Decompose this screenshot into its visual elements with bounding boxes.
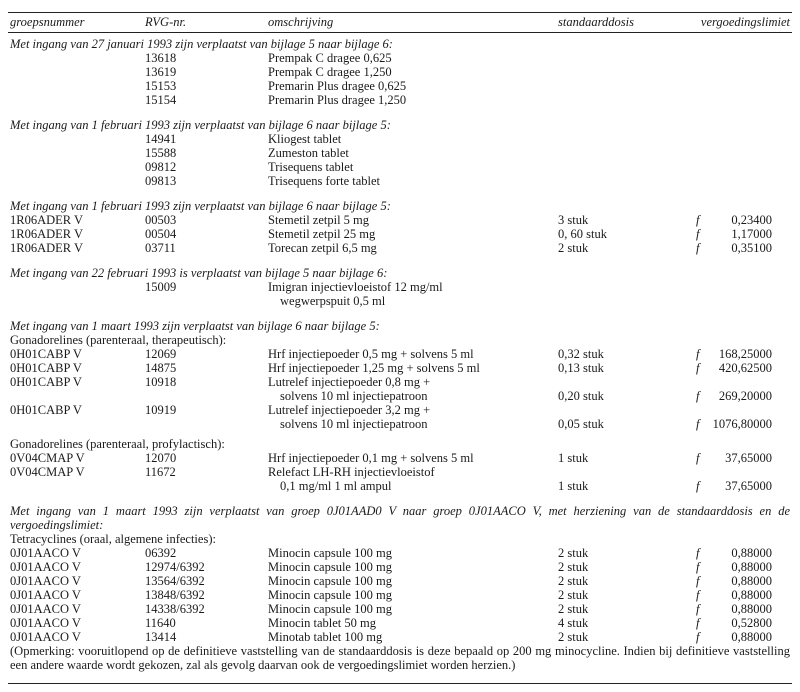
table-row-continuation <box>0 479 800 493</box>
table-row <box>0 93 800 107</box>
omschrijving: Hrf injectiepoeder 0,1 mg + solvens 5 ml <box>268 451 474 465</box>
groepsnummer: 0J01AACO V <box>10 546 81 560</box>
guilder-sign: f <box>696 546 700 560</box>
standaarddosis: 2 stuk <box>558 574 589 588</box>
section-heading: Met ingang van 27 januari 1993 zijn verplaatst van bijlage 5 naar bijlage 6: <box>10 37 393 51</box>
section-heading: Met ingang van 1 februari 1993 zijn verplaatst van bijlage 6 naar bijlage 5: <box>10 118 391 132</box>
rvg-number: 13619 <box>145 65 177 79</box>
omschrijving: Premarin Plus dragee 0,625 <box>268 79 407 93</box>
table-row <box>0 361 800 375</box>
vergoedingslimiet: 0,23400 <box>731 213 772 227</box>
omschrijving: Imigran injectievloeistof 12 mg/ml <box>268 280 443 294</box>
header-rule <box>8 32 792 33</box>
omschrijving: Stemetil zetpil 25 mg <box>268 227 376 241</box>
table-row <box>0 375 800 389</box>
omschrijving: Minocin capsule 100 mg <box>268 602 392 616</box>
standaarddosis: 2 stuk <box>558 560 589 574</box>
omschrijving: Minocin capsule 100 mg <box>268 546 392 560</box>
guilder-sign: f <box>696 560 700 574</box>
guilder-sign: f <box>696 227 700 241</box>
rvg-number: 13618 <box>145 51 177 65</box>
header-omschrijving: omschrijving <box>268 15 334 29</box>
table-row <box>0 51 800 65</box>
table-row <box>0 213 800 227</box>
table-row <box>0 227 800 241</box>
groepsnummer: 0J01AACO V <box>10 630 81 644</box>
table-row <box>0 65 800 79</box>
rvg-number: 11672 <box>145 465 176 479</box>
omschrijving-continued: solvens 10 ml injectiepatroon <box>280 389 428 403</box>
standaarddosis: 3 stuk <box>558 213 589 227</box>
rvg-number: 03711 <box>145 241 176 255</box>
groepsnummer: 0J01AACO V <box>10 616 81 630</box>
vergoedingslimiet: 0,88000 <box>731 588 772 602</box>
group-title: Gonadorelines (parenteraal, profylactisch): <box>10 437 225 451</box>
guilder-sign: f <box>696 451 700 465</box>
section <box>0 118 800 188</box>
omschrijving: Hrf injectiepoeder 0,5 mg + solvens 5 ml <box>268 347 474 361</box>
omschrijving-continued: wegwerpspuit 0,5 ml <box>280 294 386 308</box>
omschrijving: Minotab tablet 100 mg <box>268 630 383 644</box>
omschrijving: Stemetil zetpil 5 mg <box>268 213 370 227</box>
guilder-sign: f <box>696 574 700 588</box>
standaarddosis: 2 stuk <box>558 588 589 602</box>
rvg-number: 14875 <box>145 361 177 375</box>
section <box>0 266 800 308</box>
rvg-number: 15009 <box>145 280 177 294</box>
standaarddosis: 4 stuk <box>558 616 589 630</box>
groepsnummer: 0J01AACO V <box>10 602 81 616</box>
guilder-sign: f <box>696 361 700 375</box>
section <box>0 319 800 493</box>
vergoedingslimiet: 0,52800 <box>731 616 772 630</box>
table-row <box>0 132 800 146</box>
vergoedingslimiet: 0,88000 <box>731 560 772 574</box>
table-row <box>0 241 800 255</box>
omschrijving: Trisequens tablet <box>268 160 354 174</box>
rvg-number: 00503 <box>145 213 177 227</box>
omschrijving: Zumeston tablet <box>268 146 349 160</box>
omschrijving: Kliogest tablet <box>268 132 342 146</box>
omschrijving-continued: 0,1 mg/ml 1 ml ampul <box>280 479 392 493</box>
standaarddosis: 2 stuk <box>558 602 589 616</box>
omschrijving: Premarin Plus dragee 1,250 <box>268 93 407 107</box>
vergoedingslimiet: 0,88000 <box>731 546 772 560</box>
guilder-sign: f <box>696 616 700 630</box>
table-row-continuation <box>0 389 800 403</box>
standaarddosis: 2 stuk <box>558 241 589 255</box>
guilder-sign: f <box>696 630 700 644</box>
groepsnummer: 0J01AACO V <box>10 560 81 574</box>
standaarddosis: 2 stuk <box>558 546 589 560</box>
guilder-sign: f <box>696 347 700 361</box>
omschrijving: Lutrelef injectiepoeder 3,2 mg + <box>268 403 431 417</box>
standaarddosis: 0, 60 stuk <box>558 227 607 241</box>
section <box>0 199 800 255</box>
table-row-continuation <box>0 417 800 431</box>
standaarddosis: 0,13 stuk <box>558 361 604 375</box>
omschrijving: Minocin capsule 100 mg <box>268 574 392 588</box>
table-row <box>0 347 800 361</box>
table-row <box>0 616 800 630</box>
table-row <box>0 602 800 616</box>
groepsnummer: 0H01CABP V <box>10 375 82 389</box>
groepsnummer: 0V04CMAP V <box>10 465 85 479</box>
vergoedingslimiet: 168,25000 <box>718 347 772 361</box>
vergoedingslimiet: 269,20000 <box>718 389 772 403</box>
guilder-sign: f <box>696 241 700 255</box>
table-row <box>0 465 800 479</box>
header-standaarddosis: standaarddosis <box>558 15 634 29</box>
rvg-number: 15154 <box>145 93 177 107</box>
bottom-rule <box>8 683 792 684</box>
table-header <box>0 13 800 31</box>
omschrijving: Minocin capsule 100 mg <box>268 588 392 602</box>
omschrijving: Hrf injectiepoeder 1,25 mg + solvens 5 ml <box>268 361 480 375</box>
omschrijving: Minocin capsule 100 mg <box>268 560 392 574</box>
guilder-sign: f <box>696 588 700 602</box>
table-body <box>0 37 800 683</box>
note: (Opmerking: vooruitlopend op de definitieve vaststelling van de standaarddosis is deze bepaald op 200 mg minocycline. Indien bij definitieve vaststelling een andere waarde wordt gekozen, zal als gevolg daarvan ook de vergoedingslimiet worden herzien.) <box>10 644 790 672</box>
rvg-number: 06392 <box>145 546 177 560</box>
rvg-number: 11640 <box>145 616 176 630</box>
table-row <box>0 146 800 160</box>
vergoedingslimiet: 420,62500 <box>718 361 772 375</box>
rvg-number: 00504 <box>145 227 177 241</box>
table-row <box>0 588 800 602</box>
omschrijving: Lutrelef injectiepoeder 0,8 mg + <box>268 375 431 389</box>
group-title: Tetracyclines (oraal, algemene infecties): <box>10 532 216 546</box>
groepsnummer: 0J01AACO V <box>10 588 81 602</box>
vergoedingslimiet: 1076,80000 <box>712 417 772 431</box>
omschrijving: Minocin tablet 50 mg <box>268 616 376 630</box>
rvg-number: 10918 <box>145 375 177 389</box>
guilder-sign: f <box>696 417 700 431</box>
vergoedingslimiet: 0,88000 <box>731 630 772 644</box>
section <box>0 37 800 107</box>
table-row <box>0 160 800 174</box>
groepsnummer: 0J01AACO V <box>10 574 81 588</box>
table-row-continuation <box>0 294 800 308</box>
groepsnummer: 0V04CMAP V <box>10 451 85 465</box>
section-heading: Met ingang van 1 februari 1993 zijn verplaatst van bijlage 6 naar bijlage 5: <box>10 199 391 213</box>
groepsnummer: 1R06ADER V <box>10 241 84 255</box>
table-row <box>0 630 800 644</box>
rvg-number: 12069 <box>145 347 177 361</box>
table-row <box>0 403 800 417</box>
groepsnummer: 1R06ADER V <box>10 227 84 241</box>
rvg-number: 14941 <box>145 132 177 146</box>
rvg-number: 15588 <box>145 146 177 160</box>
section-heading: Met ingang van 22 februari 1993 is verplaatst van bijlage 5 naar bijlage 6: <box>10 266 388 280</box>
header-vergoedingslimiet: vergoedingslimiet <box>700 15 790 29</box>
standaarddosis: 0,32 stuk <box>558 347 604 361</box>
rvg-number: 15153 <box>145 79 177 93</box>
vergoedingslimiet: 0,88000 <box>731 602 772 616</box>
standaarddosis: 0,05 stuk <box>558 417 604 431</box>
table-row <box>0 451 800 465</box>
table-row <box>0 280 800 294</box>
rvg-number: 09812 <box>145 160 177 174</box>
omschrijving: Prempak C dragee 0,625 <box>268 51 392 65</box>
groepsnummer: 0H01CABP V <box>10 361 82 375</box>
groepsnummer: 0H01CABP V <box>10 347 82 361</box>
omschrijving: Torecan zetpil 6,5 mg <box>268 241 377 255</box>
standaarddosis: 1 stuk <box>558 479 589 493</box>
vergoedingslimiet: 0,35100 <box>731 241 772 255</box>
standaarddosis: 1 stuk <box>558 451 589 465</box>
rvg-number: 13564/6392 <box>145 574 205 588</box>
header-rvg: RVG-nr. <box>145 15 187 29</box>
guilder-sign: f <box>696 602 700 616</box>
guilder-sign: f <box>696 389 700 403</box>
section-heading: Met ingang van 1 maart 1993 zijn verplaatst van groep 0J01AAD0 V naar groep 0J01AACO V, met herziening van de standaarddosis en de vergoedingslimiet: <box>10 504 790 532</box>
header-groepsnummer: groepsnummer <box>10 15 85 29</box>
section-heading: Met ingang van 1 maart 1993 zijn verplaatst van bijlage 6 naar bijlage 5: <box>10 319 380 333</box>
rvg-number: 13848/6392 <box>145 588 205 602</box>
omschrijving: Relefact LH-RH injectievloeistof <box>268 465 435 479</box>
table-row <box>0 574 800 588</box>
vergoedingslimiet: 0,88000 <box>731 574 772 588</box>
vergoedingslimiet: 37,65000 <box>725 479 772 493</box>
omschrijving-continued: solvens 10 ml injectiepatroon <box>280 417 428 431</box>
groepsnummer: 1R06ADER V <box>10 213 84 227</box>
omschrijving: Prempak C dragee 1,250 <box>268 65 392 79</box>
rvg-number: 13414 <box>145 630 177 644</box>
standaarddosis: 2 stuk <box>558 630 589 644</box>
rvg-number: 09813 <box>145 174 177 188</box>
table-row <box>0 546 800 560</box>
guilder-sign: f <box>696 479 700 493</box>
vergoedingslimiet: 1,17000 <box>731 227 772 241</box>
standaarddosis: 0,20 stuk <box>558 389 604 403</box>
rvg-number: 12070 <box>145 451 177 465</box>
table-row <box>0 174 800 188</box>
omschrijving: Trisequens forte tablet <box>268 174 381 188</box>
group-title: Gonadorelines (parenteraal, therapeutisch): <box>10 333 227 347</box>
guilder-sign: f <box>696 213 700 227</box>
table-row <box>0 79 800 93</box>
rvg-number: 14338/6392 <box>145 602 205 616</box>
vergoedingslimiet: 37,65000 <box>725 451 772 465</box>
groepsnummer: 0H01CABP V <box>10 403 82 417</box>
table-row <box>0 560 800 574</box>
rvg-number: 10919 <box>145 403 177 417</box>
rvg-number: 12974/6392 <box>145 560 205 574</box>
section <box>0 504 800 672</box>
